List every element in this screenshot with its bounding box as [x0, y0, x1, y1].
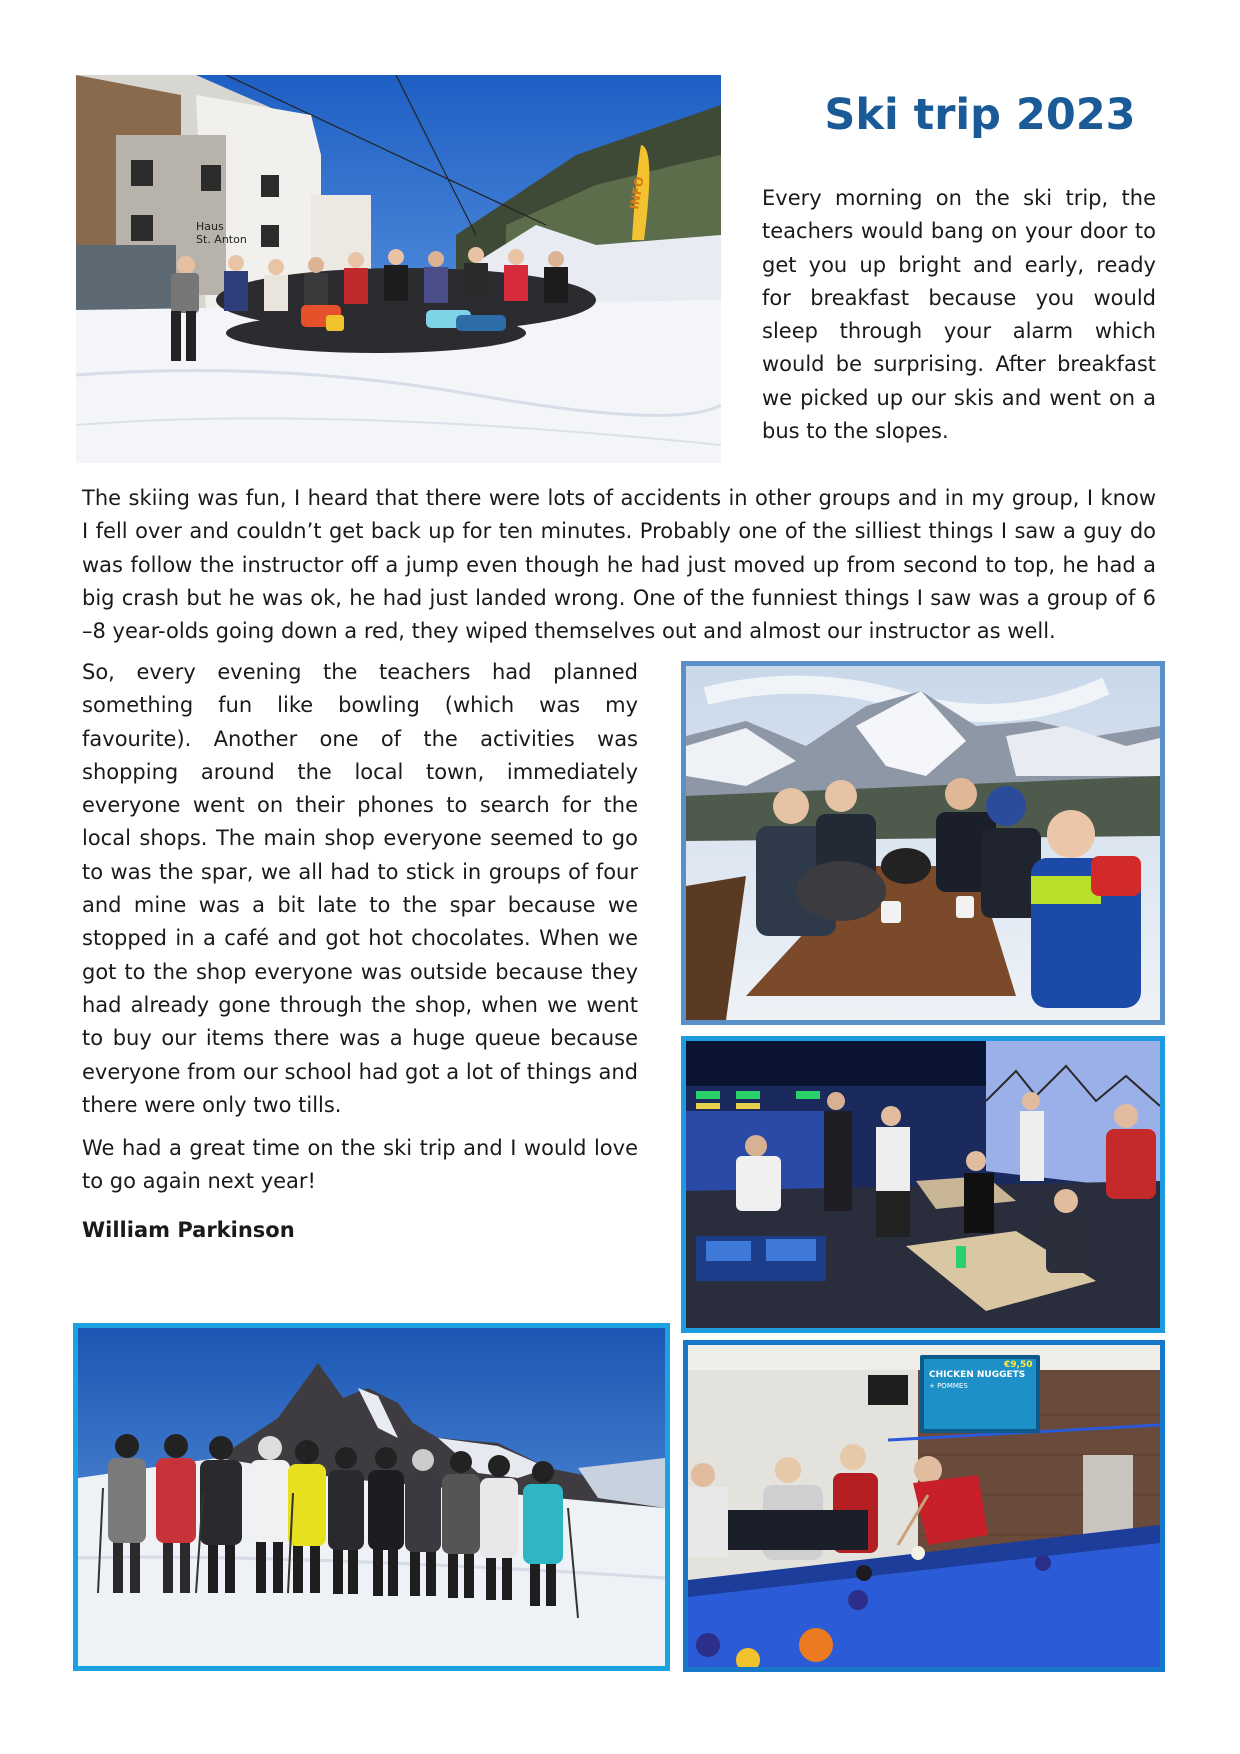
text-line: bus to the slopes.	[762, 419, 949, 444]
text-line: everyone went on their phones to search for the	[82, 793, 638, 818]
photo-group-hotel	[76, 75, 721, 463]
tv-screen-line-2: + POMMES	[929, 1382, 968, 1390]
paragraph-closing	[82, 1132, 638, 1199]
info-banner-text: INFO	[627, 175, 647, 211]
text-line: favourite). Another one of the activities was	[82, 726, 638, 751]
text-line: had already gone through the shop, when we went	[82, 992, 638, 1017]
text-line: Every morning on the ski trip, the	[762, 186, 1156, 210]
photo-pool-table	[683, 1340, 1165, 1672]
text-line: teachers would bang on your door to	[762, 219, 1156, 244]
text-line: stopped in a café and got hot chocolates. When we	[82, 926, 638, 951]
text-line: and mine was a bit late to the spar because we	[82, 893, 638, 918]
hotel-sign-line-2: St. Anton	[196, 233, 247, 246]
text-line: sleep through your alarm which	[762, 319, 1156, 344]
text-line: to buy our items there was a huge queue because	[82, 1026, 638, 1051]
paragraph-evening	[82, 656, 638, 1122]
text-line: something fun like bowling (which was my	[82, 693, 638, 718]
text-line: everyone from our school had got a lot of things and	[82, 1059, 638, 1084]
text-line: We had a great time on the ski trip and I would love	[82, 1136, 638, 1160]
text-line: we picked up our skis and went on a	[762, 385, 1156, 410]
text-line: there were only two tills.	[82, 1092, 342, 1117]
hotel-sign-line-1: Haus	[196, 220, 224, 233]
tv-screen-line-1: CHICKEN NUGGETS	[929, 1370, 1026, 1380]
paragraph-skiing	[82, 482, 1156, 648]
paragraph-intro	[762, 182, 1156, 448]
text-line: got to the shop everyone was outside because they	[82, 959, 638, 984]
tv-screen-price: €9,50	[1004, 1360, 1033, 1370]
article-title: Ski trip 2023	[824, 90, 1136, 140]
text-line: I fell over and couldn’t get back up for ten minutes. Probably one of the silliest things I saw a guy do	[82, 519, 1156, 544]
photo-mountain-terrace	[681, 661, 1165, 1025]
text-line: shopping around the local town, immediately	[82, 759, 638, 784]
text-line: was follow the instructor off a jump even though he had just moved up from second to top, he had a	[82, 552, 1156, 577]
photo-bowling-alley	[681, 1036, 1165, 1333]
text-line: –8 year-olds going down a red, they wiped themselves out and almost our instructor as well.	[82, 619, 1056, 644]
text-line: for breakfast because you would	[762, 285, 1156, 310]
author-name: William Parkinson	[82, 1218, 295, 1242]
text-line: get you up bright and early, ready	[762, 252, 1156, 277]
text-line: to go again next year!	[82, 1169, 316, 1194]
photo-ski-group	[73, 1323, 670, 1671]
text-line: big crash but he was ok, he had just landed wrong. One of the funniest things I saw was a group of 6	[82, 585, 1156, 610]
text-line: would be surprising. After breakfast	[762, 352, 1156, 377]
text-line: local shops. The main shop everyone seemed to go	[82, 826, 638, 851]
text-line: to was the spar, we all had to stick in groups of four	[82, 859, 638, 884]
text-line: So, every evening the teachers had planned	[82, 660, 638, 684]
text-line: The skiing was fun, I heard that there were lots of accidents in other groups and in my group, I know	[82, 486, 1156, 510]
